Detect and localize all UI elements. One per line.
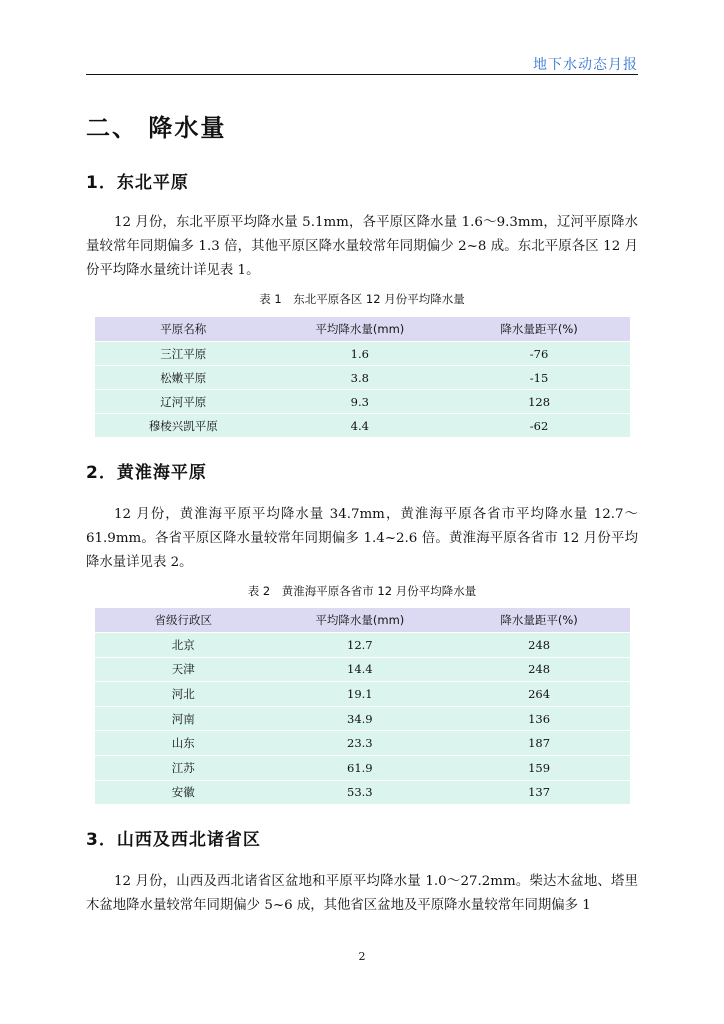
cell-precip: 19.1 <box>272 682 449 707</box>
cell-precip: 34.9 <box>272 706 449 731</box>
cell-precip: 12.7 <box>272 633 449 658</box>
column-header: 平原名称 <box>95 317 272 342</box>
table-row <box>95 755 630 780</box>
cell-precip: 23.3 <box>272 731 449 756</box>
cell-anomaly: 128 <box>448 390 630 414</box>
cell-anomaly: -15 <box>448 366 630 390</box>
table-caption-2: 表 2 黄淮海平原各省市 12 月份平均降水量 <box>247 584 477 598</box>
cell-name: 三江平原 <box>95 342 272 366</box>
column-header: 省级行政区 <box>95 608 272 633</box>
cell-name: 山东 <box>95 731 272 756</box>
cell-precip: 9.3 <box>272 390 449 414</box>
cell-anomaly: 137 <box>448 780 630 804</box>
header-rule <box>86 74 638 75</box>
section-title: 二、 降水量 <box>86 114 227 142</box>
cell-name: 天津 <box>95 657 272 682</box>
paragraph-2: 12 月份，黄淮海平原平均降水量 34.7mm，黄淮海平原各省市平均降水量 12.7～61.9mm。各省平原区降水量较常年同期偏多 1.4~2.6 倍。黄淮海平原各省市 12 月份平均降水量详见表 2。 <box>86 507 638 570</box>
cell-name: 辽河平原 <box>95 390 272 414</box>
table-row <box>95 780 630 804</box>
paragraph-1: 12 月份，东北平原平均降水量 5.1mm，各平原区降水量 1.6～9.3mm，辽河平原降水量较常年同期偏多 1.3 倍，其他平原区降水量较常年同期偏少 2~8 成。东北平原各区 12 月份平均降水量统计详见表 1。 <box>86 215 638 278</box>
table-2 <box>95 608 630 804</box>
cell-name: 江苏 <box>95 755 272 780</box>
column-header: 降水量距平(%) <box>448 608 630 633</box>
table-row <box>95 366 630 390</box>
table-row <box>95 390 630 414</box>
table-1 <box>95 317 630 437</box>
subsection-heading-1: 1．东北平原 <box>86 173 189 193</box>
cell-precip: 3.8 <box>272 366 449 390</box>
paragraph-3: 12 月份，山西及西北诸省区盆地和平原平均降水量 1.0～27.2mm。柴达木盆地、塔里木盆地降水量较常年同期偏少 5~6 成，其他省区盆地及平原降水量较常年同期偏多 1 <box>86 874 638 913</box>
table-row <box>95 414 630 438</box>
cell-anomaly: -76 <box>448 342 630 366</box>
table-row <box>95 706 630 731</box>
column-header: 平均降水量(mm) <box>272 317 449 342</box>
cell-precip: 61.9 <box>272 755 449 780</box>
cell-anomaly: 187 <box>448 731 630 756</box>
column-header: 降水量距平(%) <box>448 317 630 342</box>
cell-anomaly: 248 <box>448 657 630 682</box>
cell-name: 河南 <box>95 706 272 731</box>
cell-name: 松嫩平原 <box>95 366 272 390</box>
cell-name: 安徽 <box>95 780 272 804</box>
cell-precip: 1.6 <box>272 342 449 366</box>
table-row <box>95 657 630 682</box>
table-header-row <box>95 608 630 633</box>
table-caption-1: 表 1 东北平原各区 12 月份平均降水量 <box>259 292 465 306</box>
cell-name: 河北 <box>95 682 272 707</box>
cell-anomaly: 264 <box>448 682 630 707</box>
table-header-row <box>95 317 630 342</box>
cell-precip: 4.4 <box>272 414 449 438</box>
subsection-heading-2: 2．黄淮海平原 <box>86 463 207 483</box>
cell-anomaly: -62 <box>448 414 630 438</box>
page-number: 2 <box>358 950 366 963</box>
cell-anomaly: 248 <box>448 633 630 658</box>
cell-precip: 14.4 <box>272 657 449 682</box>
cell-name: 北京 <box>95 633 272 658</box>
table-row <box>95 682 630 707</box>
running-header-title: 地下水动态月报 <box>533 57 638 73</box>
cell-anomaly: 159 <box>448 755 630 780</box>
table-row <box>95 731 630 756</box>
cell-anomaly: 136 <box>448 706 630 731</box>
table-row <box>95 633 630 658</box>
cell-precip: 53.3 <box>272 780 449 804</box>
table-row <box>95 342 630 366</box>
column-header: 平均降水量(mm) <box>272 608 449 633</box>
cell-name: 穆棱兴凯平原 <box>95 414 272 438</box>
subsection-heading-3: 3．山西及西北诸省区 <box>86 830 261 850</box>
